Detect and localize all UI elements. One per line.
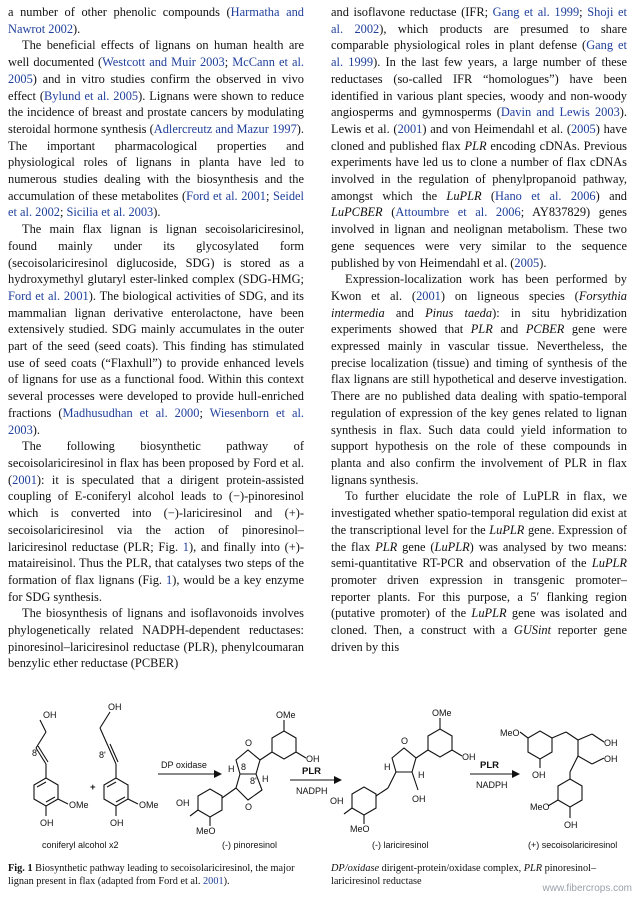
text-run: ;	[59, 205, 67, 220]
cofactor-nadph-1: NADPH	[296, 786, 328, 796]
italic-term: LuPLR	[591, 556, 627, 571]
text-run: ). Lewis et al. (	[331, 105, 628, 136]
italic-term: LuPLR	[489, 522, 525, 537]
ome-label: OMe	[69, 800, 89, 810]
h-label: H	[262, 774, 269, 784]
text-run: ), and finally into (+)-mataireisinol. Thus the PLR, that catalyses two steps of the formation of flax lignans (Fig.	[8, 539, 304, 587]
meo-label: MeO	[500, 728, 520, 738]
text-run: ;	[265, 188, 274, 203]
text-run: ). The biological activities of SDG, and its mammalian lignan derivative enterolactone, have been extensively studied. SDG mainly accumulates in the outer part of the seed (seed coats). This finding has stimulated use of seed coats (“Flaxhull”) to provide enhanced levels of lignans for use as a functional food. Within this context several processes were developed to provide hull-enriched fractions (	[8, 288, 304, 420]
o-label: O	[401, 736, 409, 746]
meo-label: MeO	[196, 826, 216, 836]
compound-name-lariciresinol: (-) lariciresinol	[372, 840, 429, 850]
citation-link[interactable]: Davin and Lewis 2003	[500, 105, 620, 120]
citation-link[interactable]: Seidel et al. 2002	[8, 188, 304, 220]
watermark-text: www.fibercrops.com	[542, 883, 632, 894]
lariciresinol-structure	[344, 718, 462, 824]
text-run: ): in situ hybridization experiments showed that	[331, 305, 627, 337]
citation-link[interactable]: Hano et al. 2006	[495, 188, 596, 203]
text-run: ;	[199, 405, 210, 420]
oh-label: OH	[462, 752, 476, 762]
italic-term: GUSint	[513, 623, 552, 638]
ome-label: OMe	[432, 708, 452, 718]
oh-label: OH	[108, 702, 122, 712]
pos8p-label: 8'	[99, 750, 106, 760]
citation-link[interactable]: 2001	[12, 472, 37, 487]
oh-label: OH	[604, 738, 618, 748]
text-run: ). In the last few years, a large number of these reductases (so-called IFR “homologues”) have been identified in various plant species, woody and non-woody angiosperms and gymnosperms (	[331, 55, 627, 120]
citation-link[interactable]: Ford et al. 2001	[186, 188, 266, 203]
text-run: The main flax lignan is lignan secoisolariciresinol, found mainly under its glycosylated form (secoisolariciresinol diglucoside, SDG) is stored as a hydroxymethyl glutaryl ester-linked complex (SDG-HMG;	[8, 222, 304, 287]
enzyme-plr-1: PLR	[302, 766, 321, 777]
left-text-column	[8, 4, 304, 672]
text-run: Expression-localization work has been performed by Kwon et al. (	[331, 272, 627, 303]
citation-link[interactable]: 2005	[514, 255, 540, 270]
italic-term: LuPLR	[471, 606, 507, 621]
citation-link[interactable]: Harmatha and Nawrot 2002	[8, 5, 304, 36]
o-label: O	[245, 802, 253, 812]
citation-link[interactable]: Bylund et al. 2005	[44, 88, 139, 103]
italic-term: LuPLR	[446, 188, 482, 203]
text-run: ) and in vitro studies confirm the observed in vivo effect (	[8, 71, 304, 103]
enzyme-plr-2: PLR	[480, 760, 499, 771]
compound-name-secoisolariciresinol: (+) secoisolariciresinol	[528, 840, 618, 850]
italic-term: PLR	[375, 539, 398, 554]
citation-link[interactable]: Madhusudhan et al. 2000	[62, 405, 200, 420]
citation-link[interactable]: Sicilia et al. 2003	[66, 205, 154, 220]
text-run: and	[384, 305, 426, 320]
o-label: O	[245, 738, 253, 748]
coniferyl-alcohol-structure-2	[100, 712, 138, 816]
text-run: ), would be a key enzyme for SDG synthesis.	[8, 572, 304, 604]
italic-term: Pinus taeda	[425, 305, 493, 320]
paragraph	[8, 605, 304, 672]
text-run: encoding cDNAs. Previous experiments have led us to clone a number of flax cDNAs involved in the regulation of phenylpropanoid pathway, amongst which the	[331, 138, 628, 203]
oh-label: OH	[564, 820, 578, 830]
text-run: dirigent-protein/oxidase complex,	[379, 863, 524, 874]
oh-label: OH	[43, 710, 57, 720]
text-run: ) was analysed by two means: semi-quantitative RT-PCR and observation of the	[331, 539, 627, 571]
italic-term: LuPCBER	[331, 205, 383, 220]
oh-label: OH	[604, 754, 618, 764]
text-run: promoter driven expression in transgenic promoter–reporter plants. For this purpose, a 5′ flanking region (putative promoter) of the	[331, 572, 627, 621]
caption-text: Biosynthetic pathway leading to secoisolariciresinol, the major lignan present in flax (adapted from Ford et al.	[8, 863, 295, 887]
text-run: ;	[579, 5, 588, 19]
text-run: ). Lignans were shown to reduce the incidence of breast and prostate cancers by modulating steroidal hormone synthesis (	[8, 88, 304, 136]
citation-link[interactable]: Adlercreutz and Mazur 1997	[153, 121, 297, 136]
text-run: ).	[153, 205, 161, 220]
italic-term: PCBER	[525, 322, 565, 337]
text-run: ), which products are presumed to share comparable physiological roles in plant defense (	[331, 21, 628, 53]
oh-label: OH	[40, 818, 54, 828]
italic-term: PLR	[523, 863, 543, 874]
h-label: H	[418, 770, 425, 780]
compound-name-pinoresinol: (-) pinoresinol	[222, 840, 278, 850]
citation-link[interactable]: McCann et al. 2005	[8, 55, 304, 86]
figure-caption	[8, 862, 308, 888]
citation-link[interactable]: Gang et al. 1999	[331, 38, 627, 70]
meo-label: MeO	[530, 802, 550, 812]
biosynthetic-pathway-figure	[0, 698, 640, 860]
text-run: ).	[73, 21, 81, 36]
oh-label: OH	[532, 770, 546, 780]
text-run: The following biosynthetic pathway of secoisolariciresinol in flax has been proposed by Ford et al. (	[8, 439, 304, 487]
text-run: The beneficial effects of lignans on human health are well documented (	[8, 38, 304, 70]
paragraph	[8, 438, 304, 605]
oh-label: OH	[176, 798, 190, 808]
ome-label: OMe	[139, 800, 159, 810]
pos8-label: 8	[241, 762, 247, 772]
plus-sign: +	[90, 782, 96, 793]
text-run: (	[382, 205, 396, 220]
italic-term: DP/oxidase	[331, 863, 380, 874]
text-run: ) on ligneous species (	[440, 288, 579, 303]
paragraph	[331, 4, 627, 271]
cofactor-nadph-2: NADPH	[476, 780, 508, 790]
caption-citation[interactable]: 2001	[203, 876, 224, 887]
text-run: and isoflavone reductase (IFR;	[331, 5, 493, 19]
citation-link[interactable]: Wiesenborn et al. 2003	[8, 405, 305, 437]
oh-label: OH	[110, 818, 124, 828]
italic-term: PLR	[464, 138, 487, 153]
oh-label: OH	[412, 794, 426, 804]
citation-link[interactable]: Gang et al. 1999	[492, 5, 580, 19]
paragraph	[8, 37, 304, 221]
coniferyl-alcohol-structure-1	[34, 720, 68, 816]
text-run: The biosynthesis of lignans and isoflavonoids involves phylogenetically related NADPH-dependent reductases: pinoresinol–lariciresinol reductase (PLR), phenylcoumaran benzylic ether reductase (PCBER)	[8, 606, 304, 671]
text-run: ).	[539, 255, 547, 270]
text-run: gene were expressed mainly in vascular tissue. Nevertheless, the precise localization (tissue) and timing of synthesis of the flax lignans are still hypothetical and deserve investigation. There are no published data dealing with spatio-temporal regulation of expression of the key genes related to lignan synthesis in flax. Such data could yield information to support hypothesis on the role of these compounds in planta and also confirm the involvement of PLR in flax lignans synthesis.	[331, 322, 627, 487]
h-label: H	[228, 764, 235, 774]
paragraph	[331, 271, 627, 488]
pos8-label: 8	[32, 748, 38, 758]
italic-term: PLR	[470, 322, 493, 337]
text-run: reporter gene driven by this	[331, 623, 628, 654]
meo-label: MeO	[350, 824, 370, 834]
italic-term: Forsythia intermedia	[331, 288, 627, 320]
italic-term: LuPLR	[434, 539, 470, 554]
text-run: ).	[32, 422, 41, 437]
text-run: ;	[224, 55, 233, 70]
citation-link[interactable]: Westcott and Muir 2003	[102, 55, 225, 70]
citation-link[interactable]: 2001	[397, 121, 423, 136]
text-run: gene (	[397, 539, 435, 554]
citation-link[interactable]: Attoumbre et al. 2006	[395, 205, 521, 220]
text-run: gene was isolated and cloned. Then, a construct with a	[331, 606, 628, 638]
figure-label: Fig. 1	[8, 863, 33, 874]
citation-link[interactable]: Ford et al. 2001	[8, 288, 89, 303]
text-run: ) and	[595, 188, 627, 203]
citation-link[interactable]: 2001	[416, 288, 441, 303]
oh-label: OH	[306, 754, 320, 764]
citation-link[interactable]: 1	[182, 539, 189, 554]
text-run: gene. Expression of the flax	[331, 522, 627, 554]
citation-link[interactable]: 1	[165, 572, 173, 587]
ome-label: OMe	[276, 710, 296, 720]
enzyme-dp-oxidase: DP oxidase	[161, 760, 207, 770]
h-label: H	[384, 762, 391, 772]
citation-link[interactable]: 2005	[570, 121, 596, 136]
caption-tail: ).	[223, 876, 230, 887]
paragraph	[8, 221, 304, 438]
text-run: and	[492, 322, 526, 337]
paragraph	[331, 488, 627, 655]
text-run: a number of other phenolic compounds (	[8, 5, 231, 19]
text-run: ): it is speculated that a dirigent protein-assisted coupling of E-coniferyl alcohol leads to (−)-pinoresinol which is converted into (−)-lariciresinol and (+)-secoisolariciresinol via the action of pinoresinol–lariciresinol reductase (PLR; Fig.	[8, 472, 304, 554]
text-run: ). The important pharmacological properties and physiological roles of lignans in planta have led to numerous studies dealing with the biosynthesis and the accumulation of these metabolites (	[8, 121, 304, 203]
text-run: pinoresinol–lariciresinol reductase	[331, 863, 597, 887]
oh-label: OH	[330, 796, 344, 806]
text-run: ) and von Heimendahl et al. (	[422, 121, 571, 136]
compound-name-coniferyl: coniferyl alcohol x2	[42, 840, 119, 850]
text-run: ) have cloned and published flax	[331, 121, 627, 153]
pos8p-label: 8'	[250, 776, 257, 786]
right-text-column	[331, 4, 627, 655]
text-run: To further elucidate the role of LuPLR in flax, we investigated whether spatio-temporal regulation did exist at the transcriptional level for the	[331, 489, 627, 537]
citation-link[interactable]: Shoji et al. 2002	[331, 5, 627, 36]
text-run: (	[481, 188, 496, 203]
text-run: ; AY837829) genes involved in lignan and neolignan metabolism. These two gene sequences were very similar to the sequence published by von Heimendahl et al. (	[331, 205, 627, 270]
paragraph	[8, 4, 304, 37]
